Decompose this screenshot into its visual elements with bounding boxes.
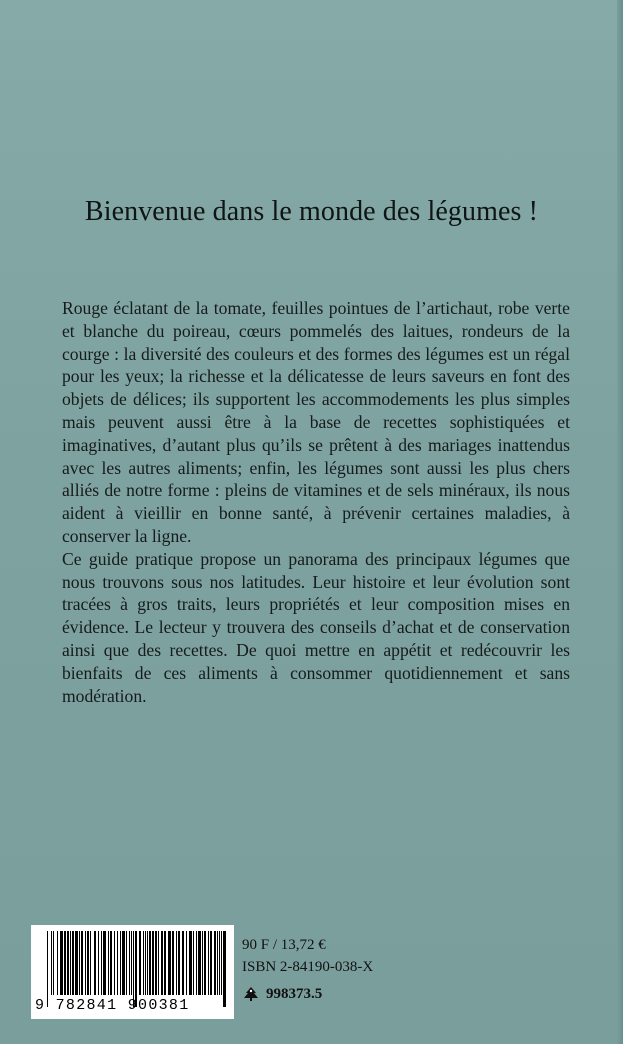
reference-line bbox=[242, 985, 322, 1003]
barcode-digits: 9 782841 900381 bbox=[35, 997, 190, 1014]
blurb-paragraph-1: Rouge éclatant de la tomate, feuilles pointues de l’artichaut, robe verte et blanche du poireau, cœurs pommelés des laitues, rondeurs de la courge : la diversité des couleurs et des formes des légumes est un régal pour les yeux; la richesse et la délicatesse de leurs saveurs en font des objets de délices; ils supportent les accommodements les plus simples mais peuvent aussi être à la base de recettes sophistiquées et imaginatives, d’autant plus qu’ils se prêtent à des mariages inattendus avec les autres aliments; enfin, les légumes sont aussi les plus chers alliés de notre forme : pleins de vitamines et de sels minéraux, ils nous aident à vieillir en bonne santé, à prévenir certaines maladies, à conserver la ligne. bbox=[62, 298, 570, 546]
blurb bbox=[62, 297, 570, 707]
blurb-paragraph-2: Ce guide pratique propose un panorama des principaux légumes que nous trouvons sous nos latitudes. Leur histoire et leur évolution sont tracées à gros traits, leurs propriétés et leur composition mises en évidence. Le lecteur y trouvera des conseils d’achat et de conservation ainsi que des recettes. De quoi mettre en appétit et redécouvrir les bienfaits de ces aliments à consommer quotidiennement et sans modération. bbox=[62, 548, 570, 706]
publisher-logo-icon bbox=[242, 985, 260, 1003]
isbn-label: ISBN 2-84190-038-X bbox=[242, 959, 374, 975]
reference-code: 998373.5 bbox=[266, 985, 323, 1002]
price-label: 90 F / 13,72 € bbox=[242, 937, 326, 953]
barcode bbox=[31, 925, 234, 1019]
cover-title: Bienvenue dans le monde des légumes ! bbox=[84, 196, 539, 227]
cover-edge bbox=[617, 0, 623, 1044]
